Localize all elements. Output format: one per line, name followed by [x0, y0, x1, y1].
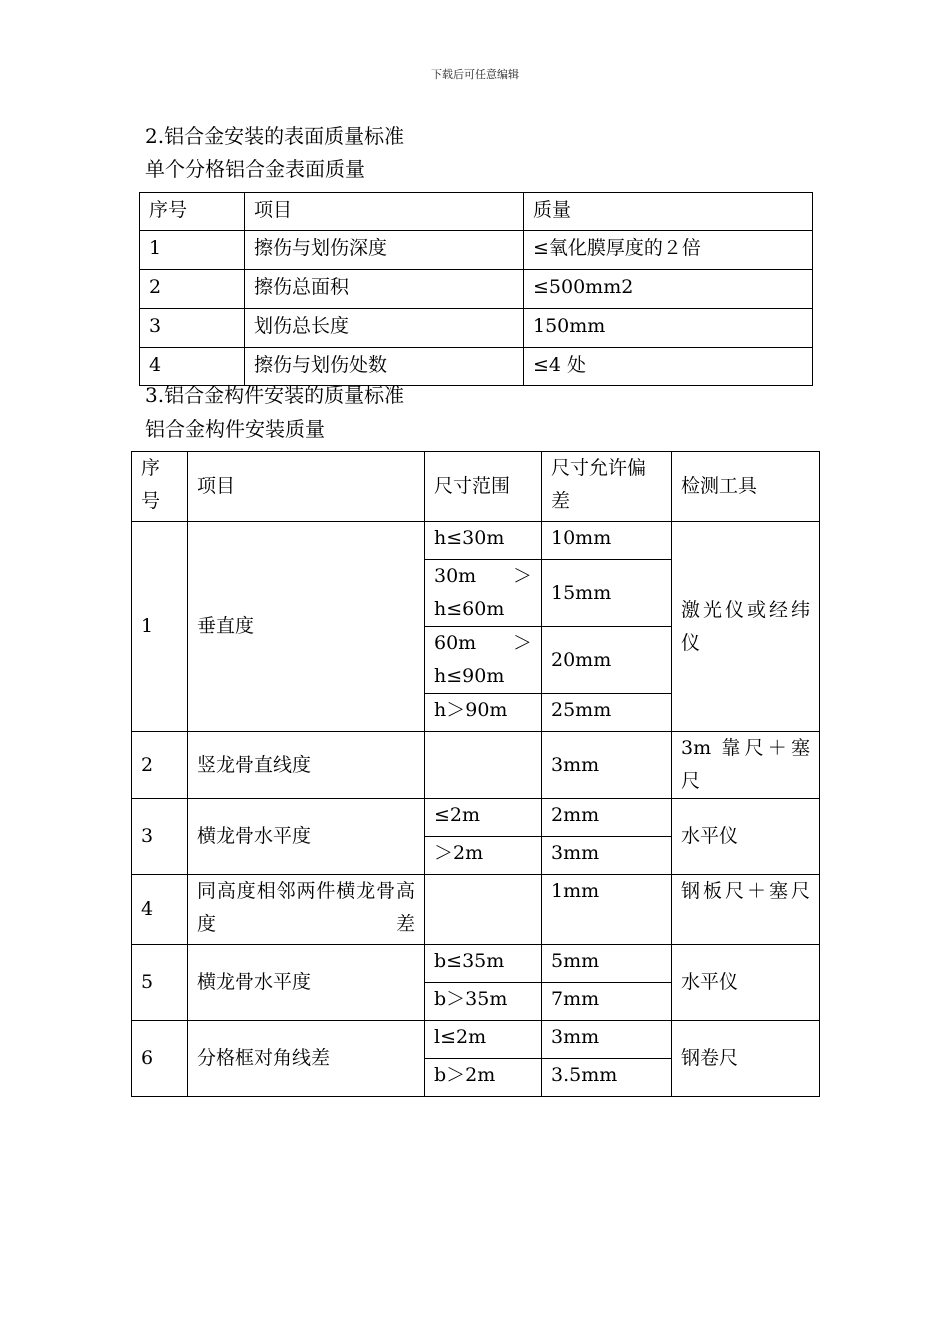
section-2-subtitle: 单个分格铝合金表面质量: [145, 157, 365, 181]
header-cell-item: 项目: [188, 452, 425, 522]
table-row: [132, 945, 820, 983]
cell-quality: ≤氧化膜厚度的２倍: [524, 231, 813, 270]
cell-tool: 水平仪: [672, 799, 820, 875]
cell-quality: ≤500mm2: [524, 270, 813, 309]
cell-tool: 激光仪或经纬仪: [672, 522, 820, 732]
cell-tool: 钢板尺＋塞尺: [672, 875, 820, 945]
cell-no: 1: [132, 522, 188, 732]
cell-no: 6: [132, 1021, 188, 1097]
cell-item: 横龙骨水平度: [188, 799, 425, 875]
table-row: [132, 799, 820, 837]
table-row: [140, 231, 813, 270]
cell-deviation: 7mm: [542, 983, 672, 1021]
header-cell-quality: 质量: [524, 193, 813, 231]
cell-no: 2: [132, 732, 188, 799]
range-operator: ＞: [512, 632, 532, 654]
cell-range: [425, 732, 542, 799]
range-upper: h≤90m: [434, 665, 505, 687]
cell-item: 擦伤总面积: [245, 270, 524, 309]
range-operator: ＞: [512, 565, 532, 587]
cell-deviation: 15mm: [542, 560, 672, 627]
section-2-title: 2.铝合金安装的表面质量标准: [145, 124, 405, 148]
cell-range: [425, 560, 542, 627]
surface-quality-table: [139, 192, 813, 386]
header-cell-no: 序号: [140, 193, 245, 231]
cell-no: 4: [140, 348, 245, 386]
cell-item: 垂直度: [188, 522, 425, 732]
cell-deviation: 3mm: [542, 732, 672, 799]
range-lower: 60m: [434, 632, 477, 654]
cell-deviation: 3mm: [542, 837, 672, 875]
cell-no: 1: [140, 231, 245, 270]
cell-no: 3: [140, 309, 245, 348]
range-line: [434, 560, 532, 593]
cell-quality: ≤4 处: [524, 348, 813, 386]
section-3-subtitle: 铝合金构件安装质量: [145, 417, 325, 441]
cell-item: 擦伤与划伤处数: [245, 348, 524, 386]
cell-range: h≤30m: [425, 522, 542, 560]
header-cell-tool: 检测工具: [672, 452, 820, 522]
component-installation-table: [131, 451, 820, 1097]
cell-range: [425, 875, 542, 945]
cell-item: 横龙骨水平度: [188, 945, 425, 1021]
cell-item: 竖龙骨直线度: [188, 732, 425, 799]
cell-range: ≤2m: [425, 799, 542, 837]
cell-item: 同高度相邻两件横龙骨高度差: [188, 875, 425, 945]
cell-deviation: 25mm: [542, 694, 672, 732]
cell-no: 3: [132, 799, 188, 875]
cell-tool: 水平仪: [672, 945, 820, 1021]
table-row: [132, 875, 820, 945]
table-row: [140, 348, 813, 386]
range-upper: h≤60m: [434, 598, 505, 620]
cell-deviation: 5mm: [542, 945, 672, 983]
cell-range: b＞2m: [425, 1059, 542, 1097]
cell-deviation: 1mm: [542, 875, 672, 945]
cell-item: 擦伤与划伤深度: [245, 231, 524, 270]
table-row: [140, 270, 813, 309]
cell-no: 5: [132, 945, 188, 1021]
cell-tool: 钢卷尺: [672, 1021, 820, 1097]
table-header-row: [140, 193, 813, 231]
cell-range: b≤35m: [425, 945, 542, 983]
cell-range: l≤2m: [425, 1021, 542, 1059]
cell-item: 划伤总长度: [245, 309, 524, 348]
table-row: [132, 732, 820, 799]
cell-deviation: 20mm: [542, 627, 672, 694]
cell-range: [425, 627, 542, 694]
range-line: [434, 627, 532, 660]
cell-range: h＞90m: [425, 694, 542, 732]
header-cell-no: 序号: [132, 452, 188, 522]
cell-range: ＞2m: [425, 837, 542, 875]
cell-no: 4: [132, 875, 188, 945]
cell-deviation: 3.5mm: [542, 1059, 672, 1097]
page-header: 下载后可任意编辑: [431, 68, 519, 81]
cell-range: b＞35m: [425, 983, 542, 1021]
section-3-title: 3.铝合金构件安装的质量标准: [145, 383, 405, 407]
table-row: [132, 1021, 820, 1059]
cell-tool: 3m 靠尺＋塞尺: [672, 732, 820, 799]
cell-deviation: 10mm: [542, 522, 672, 560]
range-lower: 30m: [434, 565, 477, 587]
header-cell-deviation: 尺寸允许偏差: [542, 452, 672, 522]
table-header-row: [132, 452, 820, 522]
table-row: [140, 309, 813, 348]
cell-deviation: 3mm: [542, 1021, 672, 1059]
table-row: [132, 522, 820, 560]
cell-no: 2: [140, 270, 245, 309]
cell-quality: 150mm: [524, 309, 813, 348]
cell-deviation: 2mm: [542, 799, 672, 837]
cell-item: 分格框对角线差: [188, 1021, 425, 1097]
header-cell-range: 尺寸范围: [425, 452, 542, 522]
header-cell-item: 项目: [245, 193, 524, 231]
